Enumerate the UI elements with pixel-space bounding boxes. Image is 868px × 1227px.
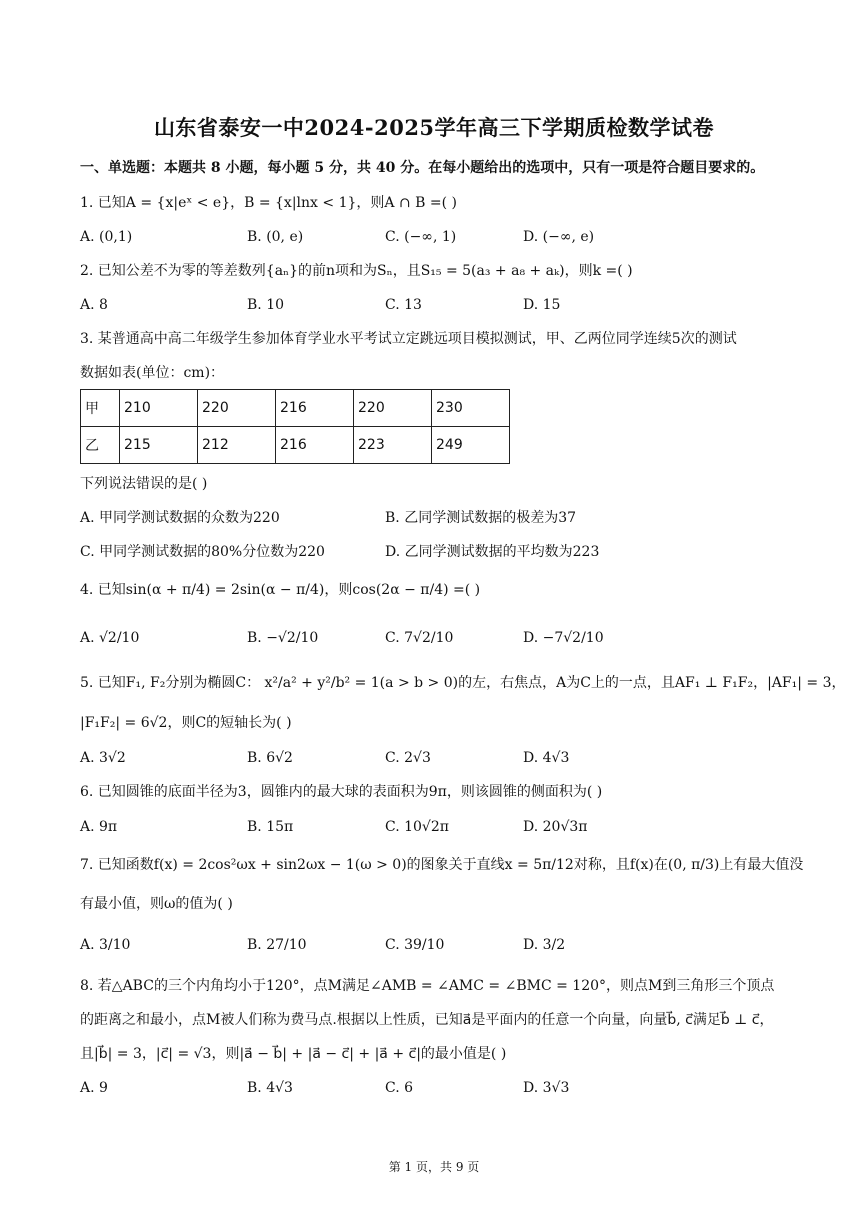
table-row bbox=[81, 390, 510, 427]
q8-option-c: C. 6 bbox=[385, 1080, 414, 1096]
table-cell: 210 bbox=[120, 390, 198, 427]
table-cell: 212 bbox=[198, 427, 276, 464]
question-8-stem-line2: 的距离之和最小，点M被人们称为费马点.根据以上性质，已知a⃗是平面内的任意一个向量，向量b⃗, c⃗满足b⃗ ⊥ c⃗， bbox=[80, 1012, 774, 1028]
question-3-stem-line2: 数据如表(单位：cm)： bbox=[80, 365, 225, 381]
page-title: 山东省泰安一中2024-2025学年高三下学期质检数学试卷 bbox=[153, 115, 715, 140]
q4-option-d: D. −7√2/10 bbox=[523, 630, 604, 646]
question-7-stem-line1: 7. 已知函数f(x) = 2cos²ωx + sin2ωx − 1(ω > 0)的图象关于直线x = 5π/12对称，且f(x)在(0, π/3)上有最大值没 bbox=[80, 857, 804, 873]
q1-option-a: A. (0,1) bbox=[80, 229, 133, 245]
q1-option-b: B. (0, e) bbox=[247, 229, 304, 245]
question-1-stem: 1. 已知A = {x|eˣ < e}，B = {x|lnx < 1}，则A ∩ B =( ) bbox=[80, 195, 457, 211]
page-footer: 第 1 页，共 9 页 bbox=[388, 1160, 480, 1174]
table-cell: 223 bbox=[354, 427, 432, 464]
q8-option-d: D. 3√3 bbox=[523, 1080, 570, 1096]
question-3-prompt: 下列说法错误的是( ) bbox=[80, 476, 208, 492]
table-row bbox=[81, 427, 510, 464]
question-8-stem-line1: 8. 若△ABC的三个内角均小于120°，点M满足∠AMB = ∠AMC = ∠BMC = 120°，则点M到三角形三个顶点 bbox=[80, 978, 775, 994]
q7-option-a: A. 3/10 bbox=[80, 937, 131, 953]
q4-option-c: C. 7√2/10 bbox=[385, 630, 454, 646]
q3-option-d: D. 乙同学测试数据的平均数为223 bbox=[385, 544, 600, 560]
table-cell: 215 bbox=[120, 427, 198, 464]
table-cell: 220 bbox=[354, 390, 432, 427]
table-cell: 216 bbox=[276, 390, 354, 427]
question-5-stem-line2: |F₁F₂| = 6√2，则C的短轴长为( ) bbox=[80, 715, 292, 731]
q3-option-b: B. 乙同学测试数据的极差为37 bbox=[385, 510, 577, 526]
table-cell: 甲 bbox=[81, 390, 120, 427]
question-4-stem: 4. 已知sin(α + π/4) = 2sin(α − π/4)，则cos(2α − π/4) =( ) bbox=[80, 582, 481, 598]
q5-option-a: A. 3√2 bbox=[80, 750, 126, 766]
q3-option-c: C. 甲同学测试数据的80%分位数为220 bbox=[80, 544, 325, 560]
question-5-stem-line1: 5. 已知F₁, F₂分别为椭圆C： x²/a² + y²/b² = 1(a > b > 0)的左，右焦点，A为C上的一点，且AF₁ ⊥ F₁F₂，|AF₁| = 3， bbox=[80, 675, 846, 691]
q5-option-d: D. 4√3 bbox=[523, 750, 570, 766]
q6-option-c: C. 10√2π bbox=[385, 819, 449, 835]
question-3-stem-line1: 3. 某普通高中高二年级学生参加体育学业水平考试立定跳远项目模拟测试，甲、乙两位同学连续5次的测试 bbox=[80, 331, 737, 347]
q7-option-d: D. 3/2 bbox=[523, 937, 566, 953]
q6-option-a: A. 9π bbox=[80, 819, 118, 835]
q1-option-d: D. (−∞, e) bbox=[523, 229, 595, 245]
q6-option-b: B. 15π bbox=[247, 819, 294, 835]
q2-option-c: C. 13 bbox=[385, 297, 422, 313]
q2-option-d: D. 15 bbox=[523, 297, 561, 313]
question-7-stem-line2: 有最小值，则ω的值为( ) bbox=[80, 896, 233, 912]
data-table bbox=[80, 389, 510, 464]
q6-option-d: D. 20√3π bbox=[523, 819, 588, 835]
q4-option-b: B. −√2/10 bbox=[247, 630, 319, 646]
question-8-stem-line3: 且|b⃗| = 3，|c⃗| = √3，则|a⃗ − b⃗| + |a⃗ − c⃗| + |a⃗ + c⃗|的最小值是( ) bbox=[80, 1046, 507, 1062]
section-heading: 一、单选题：本题共 8 小题，每小题 5 分，共 40 分。在每小题给出的选项中，只有一项是符合题目要求的。 bbox=[80, 160, 765, 176]
question-6-stem: 6. 已知圆锥的底面半径为3，圆锥内的最大球的表面积为9π，则该圆锥的侧面积为( ) bbox=[80, 784, 603, 800]
q3-option-a: A. 甲同学测试数据的众数为220 bbox=[80, 510, 280, 526]
q8-option-b: B. 4√3 bbox=[247, 1080, 293, 1096]
q7-option-c: C. 39/10 bbox=[385, 937, 445, 953]
table-cell: 220 bbox=[198, 390, 276, 427]
table-cell: 249 bbox=[432, 427, 510, 464]
q5-option-c: C. 2√3 bbox=[385, 750, 431, 766]
q8-option-a: A. 9 bbox=[80, 1080, 108, 1096]
q4-option-a: A. √2/10 bbox=[80, 630, 140, 646]
q1-option-c: C. (−∞, 1) bbox=[385, 229, 457, 245]
q5-option-b: B. 6√2 bbox=[247, 750, 293, 766]
question-2-stem: 2. 已知公差不为零的等差数列{aₙ}的前n项和为Sₙ，且S₁₅ = 5(a₃ + a₈ + aₖ)，则k =( ) bbox=[80, 263, 633, 279]
table-cell: 230 bbox=[432, 390, 510, 427]
table-cell: 乙 bbox=[81, 427, 120, 464]
q7-option-b: B. 27/10 bbox=[247, 937, 307, 953]
table-cell: 216 bbox=[276, 427, 354, 464]
q2-option-a: A. 8 bbox=[80, 297, 108, 313]
q2-option-b: B. 10 bbox=[247, 297, 285, 313]
